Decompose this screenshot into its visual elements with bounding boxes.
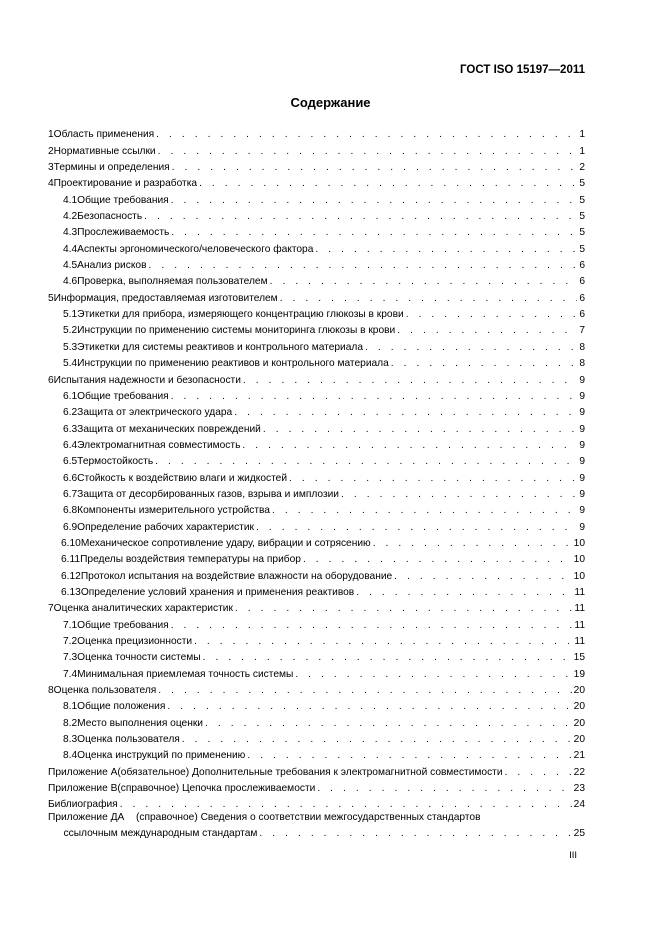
dot-leader — [182, 734, 572, 746]
dot-leader — [303, 554, 572, 566]
toc-entry-number: 8.2 — [63, 717, 78, 729]
toc-entry[interactable] — [48, 158, 585, 174]
bibliography-title: Библиография — [48, 799, 118, 811]
annex-label: Приложение В — [48, 783, 118, 795]
toc-entry-title: Анализ рисков — [77, 260, 147, 272]
toc-entry-number: 6.9 — [63, 521, 78, 533]
toc-entry[interactable] — [48, 403, 585, 419]
toc-entry-number: 6.13 — [61, 586, 81, 598]
toc-entry[interactable] — [48, 272, 585, 288]
toc-page-number: 9 — [579, 488, 585, 500]
document-standard-header: ГОСТ ISO 15197—2011 — [460, 64, 585, 76]
toc-entry-title: Аспекты эргономического/человеческого фактора — [77, 243, 314, 255]
dot-leader — [167, 701, 571, 713]
toc-page-number: 15 — [573, 652, 585, 664]
toc-entry-number: 4.4 — [63, 243, 78, 255]
toc-page-number: 8 — [579, 341, 585, 353]
dot-leader — [289, 473, 577, 485]
table-of-contents — [48, 125, 585, 845]
toc-entry-title: Термостойкость — [77, 456, 154, 468]
toc-entry-number: 6.1 — [63, 390, 78, 402]
toc-entry-title: Минимальная приемлемая точность системы — [77, 668, 294, 680]
toc-page-number: 20 — [573, 701, 585, 713]
dot-leader — [158, 685, 571, 697]
toc-page-number: 9 — [579, 472, 585, 484]
toc-entry-number: 8.3 — [63, 734, 78, 746]
toc-entry-title: Этикетки для прибора, измеряющего концентрацию глюкозы в крови — [77, 309, 404, 321]
toc-entry-number: 6 — [48, 374, 54, 386]
toc-page-number: 10 — [573, 570, 585, 582]
toc-entry-title: Оценка прецизионности — [77, 636, 193, 647]
toc-entry[interactable] — [48, 125, 585, 141]
toc-entry-number: 6.6 — [63, 472, 78, 484]
annex-title — [117, 767, 502, 779]
toc-entry-title: Безопасность — [77, 211, 143, 223]
toc-entry-number: 6.2 — [63, 407, 78, 419]
dot-leader — [394, 571, 571, 583]
toc-page-number: 22 — [573, 766, 585, 778]
toc-entry[interactable] — [48, 566, 585, 582]
dot-leader — [171, 195, 578, 207]
toc-page-number: 6 — [579, 276, 585, 288]
toc-page-number: 11 — [574, 586, 585, 598]
toc-page-number: 25 — [573, 828, 585, 840]
toc-page-number: 9 — [579, 439, 585, 451]
toc-entry[interactable] — [48, 436, 585, 452]
toc-entry-title: Испытания надежности и безопасности — [53, 374, 241, 386]
toc-page-number: 24 — [573, 799, 585, 811]
toc-entry-number: 4.3 — [63, 227, 78, 239]
toc-entry-title: Нормативные ссылки — [53, 145, 156, 157]
toc-entry-title: Инструкции по применению реактивов и контрольного материала — [77, 358, 389, 370]
dot-leader — [505, 767, 572, 779]
dot-leader — [247, 750, 571, 762]
dot-leader — [242, 440, 577, 452]
toc-page-number: 6 — [579, 260, 585, 272]
dot-leader — [270, 276, 578, 288]
toc-entry-number: 4.2 — [63, 211, 78, 223]
toc-entry[interactable] — [48, 730, 585, 746]
toc-entry[interactable] — [48, 599, 585, 615]
toc-entry[interactable] — [48, 648, 585, 664]
dot-leader — [203, 652, 572, 664]
toc-entry[interactable] — [48, 681, 585, 697]
page-number: III — [569, 850, 577, 861]
dot-leader — [171, 227, 577, 239]
annex-text: Сведения о соответствии межгосударственных стандартов — [200, 812, 481, 824]
dot-leader — [365, 342, 577, 354]
toc-entry-title: Информация, предоставляемая изготовителем — [53, 292, 278, 304]
toc-entries — [48, 125, 585, 762]
toc-entry-title: Область применения — [53, 129, 155, 141]
toc-entry[interactable] — [48, 501, 585, 517]
toc-entry-number: 6.4 — [63, 439, 78, 451]
toc-entry[interactable] — [48, 632, 585, 648]
toc-entry[interactable] — [48, 141, 585, 157]
dot-leader — [341, 489, 577, 501]
toc-entry-title: Проверка, выполняемая пользователем — [77, 276, 268, 288]
toc-entry-title: Электромагнитная совместимость — [77, 439, 241, 451]
dot-leader — [256, 522, 577, 534]
toc-page-number: 20 — [573, 717, 585, 729]
toc-entry-number: 7.1 — [63, 619, 78, 631]
toc-entry-title: Защита от десорбированных газов, взрыва и имплозии — [77, 488, 340, 500]
toc-entry[interactable] — [48, 713, 585, 729]
toc-page-number: 6 — [579, 309, 585, 321]
toc-bibliography[interactable] — [48, 795, 585, 811]
toc-entry[interactable] — [48, 534, 585, 550]
toc-entry-number: 5.2 — [63, 325, 78, 337]
toc-entry-number: 4 — [48, 178, 54, 190]
toc-entry[interactable] — [48, 664, 585, 680]
annex-kind: (справочное) — [117, 783, 180, 795]
toc-entry[interactable] — [48, 419, 585, 435]
toc-entry-number: 5.4 — [63, 358, 78, 370]
annex-text: Цепочка прослеживаемости — [181, 783, 316, 795]
toc-entry-title: Защита от электрического удара — [77, 407, 233, 419]
toc-page-number: 9 — [579, 390, 585, 402]
dot-leader — [272, 505, 577, 517]
annex-kind: (справочное) — [136, 812, 198, 824]
toc-entry-number: 3 — [48, 162, 54, 174]
toc-entry-number: 5.3 — [63, 341, 78, 353]
toc-entry-title: Оценка пользователя — [77, 734, 180, 746]
toc-page-number: 1 — [579, 129, 585, 141]
dot-leader — [259, 828, 571, 840]
toc-entry-title: Место выполнения оценки — [77, 717, 203, 729]
annex-title — [117, 783, 315, 795]
toc-entry-number: 6.3 — [63, 423, 78, 435]
toc-entry-title: Оценка точности системы — [77, 652, 201, 664]
toc-page-number: 11 — [574, 603, 585, 615]
dot-leader — [397, 325, 577, 337]
toc-entry-title: Оценка инструкций по применению — [77, 750, 246, 762]
toc-page-number: 9 — [579, 374, 585, 386]
toc-entry[interactable] — [48, 305, 585, 321]
toc-entry[interactable] — [48, 354, 585, 370]
toc-page-number: 11 — [574, 619, 585, 631]
toc-entry-title: Механическое сопротивление удару, вибрации и сотрясению — [80, 537, 371, 549]
dot-leader — [295, 669, 571, 681]
toc-annex-b[interactable] — [48, 779, 585, 795]
toc-page-number: 6 — [579, 292, 585, 304]
toc-entry-number: 5 — [48, 292, 54, 304]
toc-entry[interactable] — [48, 452, 585, 468]
toc-entry[interactable] — [48, 468, 585, 484]
toc-entry-number: 6.10 — [61, 537, 81, 549]
toc-entry-title: Пределы воздействия температуры на прибор — [80, 554, 301, 566]
toc-page-number: 21 — [573, 750, 585, 762]
toc-entry-title: Определение рабочих характеристик — [77, 521, 254, 533]
toc-page-number: 9 — [579, 505, 585, 517]
toc-entry-title: Общие положения — [77, 701, 166, 713]
toc-entry-title: Термины и определения — [53, 162, 170, 174]
annex-kind: (обязательное) — [117, 766, 190, 778]
toc-entry[interactable] — [48, 387, 585, 403]
dot-leader — [172, 162, 578, 174]
toc-page-number: 20 — [573, 685, 585, 697]
dot-leader — [234, 407, 577, 419]
toc-entry-number: 1 — [48, 129, 54, 141]
toc-entry-title: Оценка пользователя — [53, 685, 157, 697]
toc-entry-title: Этикетки для системы реактивов и контрольного материала — [77, 341, 363, 353]
dot-leader — [155, 456, 577, 468]
toc-entry-number: 4.1 — [63, 194, 78, 206]
toc-page-number: 5 — [579, 194, 585, 206]
dot-leader — [199, 178, 577, 190]
toc-page-number: 19 — [573, 668, 585, 680]
toc-page-number: 5 — [579, 178, 585, 190]
toc-page-number: 9 — [579, 423, 585, 435]
annex-label: Приложение ДА — [48, 812, 125, 824]
toc-entry-number: 6.8 — [63, 505, 78, 517]
toc-page-number: 8 — [579, 358, 585, 370]
dot-leader — [144, 211, 577, 223]
dot-leader — [194, 636, 572, 648]
toc-entry-number: 5.1 — [63, 309, 78, 321]
dot-leader — [205, 718, 572, 730]
toc-page-number: 5 — [579, 227, 585, 239]
toc-entry-title: Инструкции по применению системы мониторинга глюкозы в крови — [77, 325, 396, 337]
dot-leader — [391, 358, 578, 370]
dot-leader — [171, 620, 573, 632]
dot-leader — [356, 587, 572, 599]
toc-entry-number: 7.3 — [63, 652, 78, 664]
toc-entry-number: 7.4 — [63, 668, 78, 680]
toc-entry-title: Компоненты измерительного устройства — [77, 505, 270, 517]
toc-entry-number: 8 — [48, 685, 54, 697]
toc-entry[interactable] — [48, 190, 585, 206]
dot-leader — [263, 424, 577, 436]
dot-leader — [149, 260, 578, 272]
toc-entry-number: 2 — [48, 145, 54, 157]
toc-page-number: 7 — [579, 325, 585, 337]
toc-page-number: 9 — [579, 521, 585, 533]
toc-entry[interactable] — [48, 746, 585, 762]
toc-entry-number: 6.11 — [61, 554, 81, 566]
dot-leader — [171, 391, 578, 403]
toc-annex-da[interactable] — [48, 811, 585, 845]
toc-entry-title: Определение условий хранения и применения реактивов — [80, 586, 355, 598]
dot-leader — [406, 309, 578, 321]
toc-page-number: 1 — [579, 145, 585, 157]
toc-annex-a[interactable] — [48, 762, 585, 778]
toc-page-number: 5 — [579, 211, 585, 223]
toc-entry-title: Протокол испытания на воздействие влажности на оборудование — [80, 570, 393, 582]
toc-entry[interactable] — [48, 239, 585, 255]
toc-entry-number: 6.7 — [63, 488, 78, 500]
dot-leader — [158, 146, 578, 158]
toc-entry-title: Прослеживаемость — [77, 227, 170, 239]
toc-page-number: 20 — [573, 734, 585, 746]
toc-page-number: 9 — [579, 456, 585, 468]
toc-page-number: 10 — [573, 537, 585, 549]
toc-entry-number: 4.5 — [63, 260, 78, 272]
toc-entry[interactable] — [48, 697, 585, 713]
dot-leader — [243, 375, 577, 387]
toc-entry[interactable] — [48, 583, 585, 599]
dot-leader — [235, 603, 573, 615]
toc-entry-title: Общие требования — [77, 619, 169, 631]
toc-entry[interactable] — [48, 337, 585, 353]
toc-page-number: 2 — [579, 162, 585, 174]
toc-entry-number: 6.12 — [61, 570, 81, 582]
toc-entry-title: Общие требования — [77, 194, 169, 206]
toc-entry-title: Проектирование и разработка — [53, 178, 198, 190]
toc-entry-number: 7.2 — [63, 636, 78, 647]
dot-leader — [156, 129, 577, 141]
toc-entry[interactable] — [48, 517, 585, 533]
toc-page-number: 11 — [574, 636, 585, 647]
dot-leader — [315, 244, 577, 256]
toc-page-number: 9 — [579, 407, 585, 419]
annex-text: Дополнительные требования к электромагнитной совместимости — [192, 766, 503, 778]
toc-page-number: 23 — [573, 783, 585, 795]
toc-entry[interactable] — [48, 485, 585, 501]
dot-leader — [317, 783, 571, 795]
toc-entry[interactable] — [48, 288, 585, 304]
toc-entry[interactable] — [48, 370, 585, 386]
annex-da-line1 — [48, 812, 480, 823]
toc-entry[interactable] — [48, 550, 585, 566]
annex-da-line2 — [48, 828, 585, 840]
toc-entry-title: Оценка аналитических характеристик — [53, 603, 233, 615]
toc-page-number: 5 — [579, 243, 585, 255]
toc-entry-number: 8.1 — [63, 701, 78, 713]
toc-entry-title: Защита от механических повреждений — [77, 423, 261, 435]
toc-page-number: 10 — [573, 554, 585, 566]
toc-entry[interactable] — [48, 256, 585, 272]
annex-text-continued: ссылочным международным стандартам — [63, 828, 258, 840]
toc-entry-title: Общие требования — [77, 390, 169, 402]
dot-leader — [280, 293, 578, 305]
annex-label: Приложение А — [48, 766, 118, 778]
toc-entry-number: 8.4 — [63, 750, 78, 762]
toc-entry[interactable] — [48, 207, 585, 223]
toc-entry[interactable] — [48, 223, 585, 239]
toc-entry[interactable] — [48, 321, 585, 337]
dot-leader — [120, 799, 572, 811]
toc-entry-number: 4.6 — [63, 276, 78, 288]
toc-entry-number: 6.5 — [63, 456, 78, 468]
toc-entry-title: Стойкость к воздействию влаги и жидкостей — [77, 472, 288, 484]
toc-entry[interactable] — [48, 174, 585, 190]
toc-entry-number: 7 — [48, 603, 54, 615]
toc-entry[interactable] — [48, 615, 585, 631]
toc-title: Содержание — [290, 95, 371, 110]
dot-leader — [373, 538, 572, 550]
